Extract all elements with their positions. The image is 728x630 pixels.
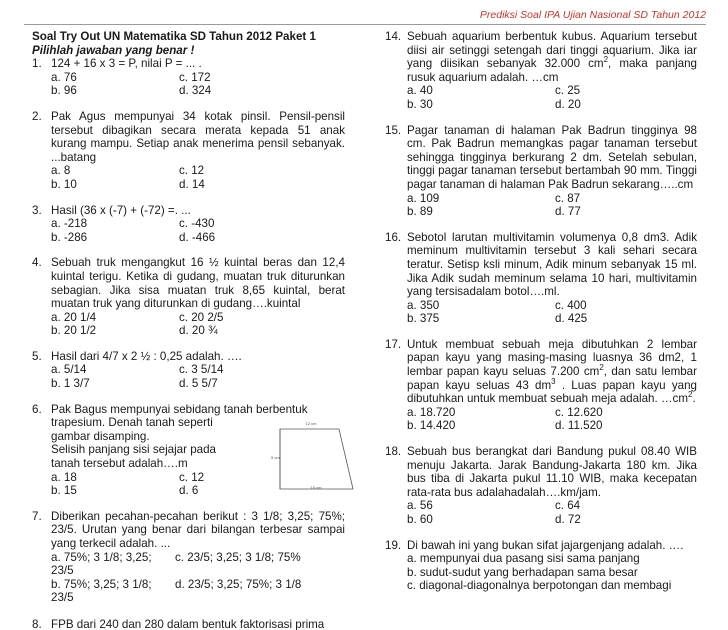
question-number: 4.	[32, 256, 42, 270]
question-17	[385, 338, 697, 433]
question-stem: Hasil (36 x (-7) + (-72) =. ...	[51, 203, 191, 217]
question-stem: Pak Agus mempunyai 34 kotak pinsil. Pensil-pensil tersebut dibagikan secara merata kepada 51 anak kurang mampu. Setiap anak menerima pensil sebanyak. ...batang	[51, 109, 345, 164]
figure-side-label: 5 cm	[271, 455, 280, 460]
option-d: d. 77	[555, 205, 581, 219]
option-b: b. 89	[407, 205, 433, 219]
option-d: d. 14	[179, 177, 205, 191]
option-c: c. 3 5/14	[179, 363, 224, 377]
answer-options	[407, 299, 697, 326]
question-number: 7.	[32, 509, 42, 523]
document-title: Soal Try Out UN Matematika SD Tahun 2012 Paket 1	[32, 30, 316, 43]
stem-part: , dan satu lembar papan kayu seluas 43 dm	[407, 365, 697, 392]
trapezoid-figure	[265, 419, 355, 493]
option-a: a. 40	[407, 84, 433, 98]
option-a: a. 75%; 3 1/8; 3,25; 23/5	[51, 550, 152, 578]
option-b: b. -286	[51, 230, 88, 244]
question-number: 2.	[32, 109, 42, 123]
option-c: c. 12	[179, 164, 205, 178]
question-16	[385, 231, 697, 326]
answer-options	[51, 363, 345, 390]
question-5	[32, 350, 345, 391]
answer-options	[407, 499, 697, 526]
question-stem: Sebuah bus berangkat dari Bandung pukul 08.40 WIB menuju Jakarta. Jarak Bandung-Jakarta 180 km. Jika bus tiba di Jakarta pukul 11.10 WIB, maka kecepatan rata-rata bus adalahadalah….km/jam.	[407, 445, 697, 499]
question-2	[32, 110, 345, 192]
stem-part: .	[692, 392, 696, 406]
trapezoid-shape	[280, 429, 353, 489]
question-3	[32, 204, 345, 245]
figure-top-label: 12 cm	[305, 421, 317, 426]
question-number: 16.	[385, 230, 402, 244]
stem-part: Sebuah aquarium berbentuk kubus. Aquarium tersebut diisi air setinggi setengah dari tinggi aquarium. Jika iar yang diisikan sebanyak 32.000 cm	[407, 30, 697, 71]
question-stem: Pagar tanaman di halaman Pak Badrun tingginya 98 cm. Pak Badrun memangkas pagar tanaman tersebut sehingga tingginya berkurang 2 dm. Setelah sebulan, tinggi pagar tanaman tersebut bertambah 90 mm. Tinggi pagar tanaman di halaman Pak Badrun sekarang…..cm	[407, 123, 697, 191]
right-column	[385, 30, 697, 593]
option-a: a. 8	[51, 164, 71, 178]
question-number: 8.	[32, 618, 42, 630]
option-d: d. 11.520	[555, 419, 603, 433]
question-7	[32, 510, 345, 605]
stem-part: , maka panjang rusuk aquarium adalah. …cm	[407, 57, 697, 84]
question-number: 3.	[32, 203, 42, 217]
answer-options	[51, 217, 345, 244]
option-a: a. 5/14	[51, 363, 87, 377]
option-c: c. 87	[555, 191, 581, 205]
question-number: 19.	[385, 538, 402, 552]
option-a: a. 350	[407, 298, 440, 312]
question-number: 15.	[385, 123, 402, 137]
question-stem: trapesium. Denah tanah seperti	[51, 416, 213, 430]
answer-options	[407, 192, 697, 219]
option-a: a. 18.720	[407, 405, 456, 419]
question-number: 5.	[32, 349, 42, 363]
option-a: a. 109	[407, 191, 440, 205]
question-stem: Sebotol larutan multivitamin volumenya 0,8 dm3. Adik meminum multivitamin tersebut 3 kali sehari secara teratur. Setisp ksli minum, Adik minum sebanyak 15 ml. Jika Adik sudah meminum selama 10 hari, multivitamin yang tersisadalam botol….ml.	[407, 230, 697, 299]
header-rule	[24, 24, 706, 25]
question-19	[385, 539, 697, 593]
option-c: c. 12.620	[555, 405, 603, 419]
option-b: b. 20 1/2	[51, 324, 97, 338]
question-stem: gambar disamping.	[51, 429, 150, 443]
option-b: b. sudut-sudut yang berhadapan sama besar	[407, 565, 638, 579]
question-1	[32, 57, 345, 98]
option-c: c. 64	[555, 499, 581, 513]
option-a: a. 20 1/4	[51, 310, 97, 324]
stem-part: Untuk membuat sebuah meja dibutuhkan 2 lembar papan kayu yang masing-masing luasnya 36 dm2, 1 lembar papan kayu seluas 7.200 cm	[407, 337, 697, 379]
answer-options	[51, 71, 345, 98]
question-4	[32, 256, 345, 338]
option-a: a. 76	[51, 70, 77, 84]
option-b: b. 96	[51, 84, 77, 98]
option-c: c. 400	[555, 298, 587, 312]
option-d: d. 6	[179, 484, 199, 498]
option-c: c. -430	[179, 217, 215, 231]
question-stem: Selisih panjang sisi sejajar pada	[51, 443, 216, 457]
answer-options	[51, 551, 345, 605]
option-d: d. 20 ¾	[179, 324, 218, 338]
question-number: 6.	[32, 402, 42, 416]
option-b: b. 75%; 3,25; 3 1/8; 23/5	[51, 577, 152, 605]
option-b: b. 1 3/7	[51, 377, 90, 391]
question-stem: tanah tersebut adalah….m	[51, 457, 188, 471]
option-d: d. 20	[555, 97, 581, 111]
option-d: d. 72	[555, 513, 581, 526]
superscript: 2	[599, 363, 604, 373]
instruction: Pilihlah jawaban yang benar !	[32, 43, 195, 57]
question-number: 14.	[385, 30, 402, 43]
option-b: b. 60	[407, 513, 433, 526]
option-b: b. 15	[51, 484, 77, 498]
option-d: d. -466	[179, 230, 216, 244]
question-stem	[407, 30, 697, 84]
question-stem: 124 + 16 x 3 = P, nilai P = ... .	[51, 57, 202, 71]
superscript: 2	[603, 55, 609, 65]
option-c: c. 12	[179, 470, 205, 484]
option-b: b. 14.420	[407, 419, 456, 433]
option-d: d. 425	[555, 312, 588, 326]
question-stem: FPB dari 240 dan 280 dalam bentuk faktorisasi prima	[51, 618, 325, 630]
question-stem: Hasil dari 4/7 x 2 ½ : 0,25 adalah. ….	[51, 349, 242, 363]
option-d: d. 5 5/7	[179, 377, 218, 391]
option-b: b. 10	[51, 177, 77, 191]
option-b: b. 30	[407, 97, 433, 111]
option-c: c. 20 2/5	[179, 310, 224, 324]
option-a: a. -218	[51, 217, 88, 231]
question-stem	[407, 338, 697, 406]
answer-options	[407, 84, 697, 111]
option-c: c. 172	[179, 70, 211, 84]
stem-part: . Luas papan kayu yang dibutuhkan untuk membuat sebuah meja adalah. …cm	[407, 378, 697, 406]
question-15	[385, 124, 697, 219]
option-c: c. diagonal-diagonalnya berpotongan dan membagi	[407, 579, 672, 593]
answer-options	[51, 164, 345, 191]
option-d: d. 324	[179, 84, 212, 98]
option-c: c. 25	[555, 84, 581, 98]
option-a: a. 18	[51, 470, 77, 484]
answer-options	[407, 406, 697, 433]
question-stem: Di bawah ini yang bukan sifat jajargenjang adalah. ….	[407, 538, 684, 552]
question-number: 1.	[32, 57, 42, 71]
left-column	[32, 30, 345, 605]
option-c: c. 23/5; 3,25; 3 1/8; 75%	[175, 550, 301, 564]
option-d: d. 23/5; 3,25; 75%; 3 1/8	[175, 577, 302, 591]
question-stem: Pak Bagus mempunyai sebidang tanah berbentuk	[51, 402, 308, 416]
question-8	[32, 618, 345, 630]
superscript: 3	[551, 376, 556, 386]
question-18	[385, 445, 697, 527]
option-a: a. 56	[407, 499, 433, 513]
question-number: 18.	[385, 445, 402, 459]
option-b: b. 375	[407, 312, 440, 326]
running-header: Prediksi Soal IPA Ujian Nasional SD Tahun 2012	[479, 9, 706, 21]
superscript: 2	[688, 390, 693, 400]
figure-bottom-label: 16 cm	[310, 485, 322, 490]
answer-options	[51, 311, 345, 338]
question-stem: Sebuah truk mengangkut 16 ½ kuintal beras dan 12,4 kuintal terigu. Ketika di gudang, muatan truk diturunkan sebagian. Jika sisa muatan truk 8,65 kuintal, berat muatan truk yang diturunkan di gudang….kuintal	[51, 256, 345, 311]
question-stem: Diberikan pecahan-pecahan berikut : 3 1/8; 3,25; 75%; 23/5. Urutan yang benar dari bilangan terbesar sampai yang terkecil adalah. ...	[51, 509, 345, 550]
option-a: a. mempunyai dua pasang sisi sama panjang	[407, 552, 640, 566]
question-number: 17.	[385, 337, 402, 351]
question-14	[385, 30, 697, 112]
